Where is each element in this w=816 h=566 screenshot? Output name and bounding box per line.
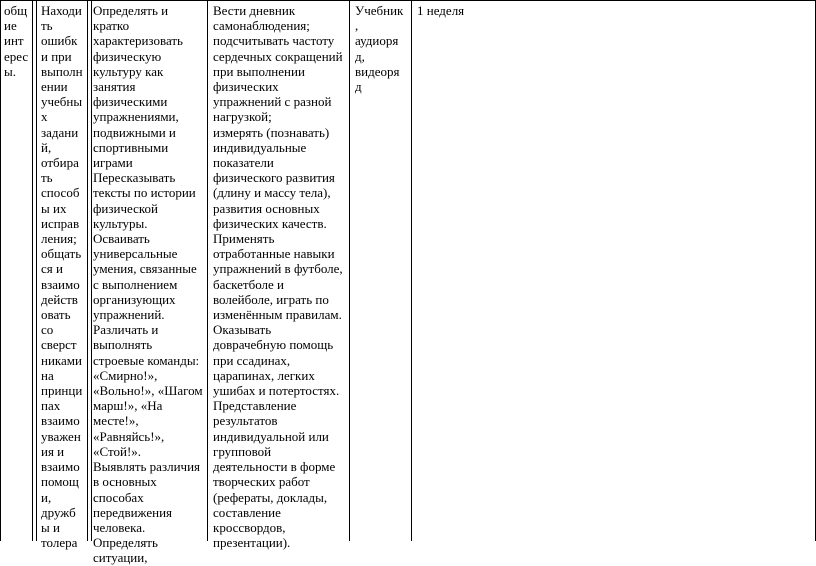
table-cell-col4 (213, 3, 349, 550)
cell-text-line: никами (41, 352, 82, 368)
cell-text-line: й, (41, 139, 52, 155)
cell-text-line: Определять (93, 535, 158, 551)
cell-text-line: сверст (41, 337, 77, 353)
cell-text-line: ы. (4, 63, 16, 79)
cell-text-line: развития основных (213, 200, 320, 216)
cell-text-line: пах (41, 398, 61, 414)
cell-text-line: отработанные навыки (213, 246, 335, 262)
cell-text-line: физических качеств. (213, 215, 327, 231)
cell-text-line: ерес (4, 48, 29, 64)
cell-text-line: составление (213, 504, 281, 520)
cell-text-line: д (355, 79, 362, 95)
cell-text-line: ы их (41, 200, 67, 216)
cell-text-line: изменённым правилам. (213, 307, 342, 323)
cell-text-line: физическую (93, 48, 162, 64)
cell-text-line: физическими (93, 94, 168, 110)
cell-text-line: Представление (213, 398, 297, 414)
cell-text-line: передвижения (93, 504, 173, 520)
table-cell-col1 (4, 3, 32, 79)
cell-text-line: «Стой!». (93, 443, 142, 459)
cell-text-line: Различать и (93, 322, 159, 338)
cell-text-line: волейболе, играть по (213, 291, 329, 307)
cell-text-line: результатов (213, 413, 278, 429)
cell-text-line: «Равняйсь!», (93, 428, 165, 444)
cell-text-line: нагрузкой; (213, 109, 272, 125)
cell-text-line: самонаблюдения; (213, 18, 310, 34)
cell-text-line: ления; (41, 231, 77, 247)
cell-text-line: в основных (93, 474, 157, 490)
cell-text-line: месте!», (93, 413, 139, 429)
cell-text-line: сердечных сокращений (213, 48, 343, 64)
cell-text-line: показатели (213, 155, 274, 171)
cell-text-line: подвижными и (93, 124, 176, 140)
cell-text-line: ении (41, 79, 68, 95)
cell-text-line: Осваивать (93, 231, 150, 247)
cell-text-line: 1 неделя (417, 3, 465, 18)
cell-text-line: (длину и массу тела), (213, 185, 331, 201)
cell-text-line: царапинах, легких (213, 367, 315, 383)
cell-text-line: марш!», «На (93, 398, 163, 414)
cell-text-line: упражнений. (93, 307, 165, 323)
cell-text-line: презентации). (213, 535, 291, 551)
cell-text-line: занятия (93, 79, 136, 95)
cell-text-line: Применять (213, 231, 275, 247)
cell-text-line: играми (93, 155, 133, 171)
cell-text-line: д, (355, 48, 365, 64)
cell-text-line: культуры. (93, 215, 148, 231)
table-cell-col5 (355, 3, 411, 94)
cell-text-line: задани (41, 124, 79, 140)
cell-text-line: ия и (41, 443, 65, 459)
cell-text-line: ть (41, 170, 53, 186)
column-divider-4 (349, 0, 350, 541)
table-cell-col3 (93, 3, 207, 566)
column-divider-5 (411, 0, 412, 541)
cell-text-line: универсальные (93, 246, 178, 262)
cell-text-line: ся и (41, 261, 63, 277)
cell-text-line: характеризовать (93, 33, 183, 49)
table-cell-col2 (41, 3, 87, 550)
cell-text-line: общать (41, 246, 82, 262)
cell-text-line: индивидуальной или (213, 428, 329, 444)
cell-text-line: взаимо (41, 276, 80, 292)
cell-text-line: упражнений с разной (213, 94, 332, 110)
cell-text-line: «Вольно!», «Шагом (93, 383, 203, 399)
cell-text-line: (рефераты, доклады, (213, 489, 328, 505)
cell-text-line: Находи (41, 3, 82, 18)
cell-text-line: спортивными (93, 139, 169, 155)
cell-text-line: кратко (93, 18, 130, 34)
cell-text-line: инт (4, 33, 24, 49)
cell-text-line: ушибах и потертостях. (213, 383, 340, 399)
column-divider-2 (87, 0, 88, 541)
cell-text-line: толера (41, 535, 78, 551)
cell-text-line: аудиоря (355, 33, 399, 49)
cell-text-line: ы и (41, 519, 60, 535)
cell-text-line: взаимо (41, 459, 80, 475)
cell-text-line: , (355, 18, 359, 34)
cell-text-line: «Смирно!», (93, 367, 158, 383)
cell-text-line: деятельности в форме (213, 459, 336, 475)
cell-text-line: измерять (познавать) (213, 124, 330, 140)
cell-text-line: упражнений в футболе, (213, 261, 343, 277)
cell-text-line: ть (41, 18, 53, 34)
cell-text-line: ие (4, 18, 17, 34)
cell-text-line: действ (41, 291, 78, 307)
cell-text-line: упражнениями, (93, 109, 179, 125)
cell-text-line: кроссвордов, (213, 519, 286, 535)
cell-text-line: уважен (41, 428, 81, 444)
cell-text-line: человека. (93, 519, 146, 535)
cell-text-line: исправ (41, 215, 80, 231)
cell-text-line: помощ (41, 474, 79, 490)
cell-text-line: умения, связанные (93, 261, 197, 277)
column-divider-2b (91, 0, 92, 541)
cell-text-line: способах (93, 489, 144, 505)
cell-text-line: видеоря (355, 63, 400, 79)
cell-text-line: способ (41, 185, 80, 201)
cell-text-line: с выполнением (93, 276, 178, 292)
cell-text-line: взаимо (41, 413, 80, 429)
cell-text-line: подсчитывать частоту (213, 33, 335, 49)
cell-text-line: ошибк (41, 33, 78, 49)
cell-text-line: выполн (41, 63, 83, 79)
cell-text-line: х (41, 109, 48, 125)
cell-text-line: при ссадинах, (213, 352, 291, 368)
cell-text-line: при выполнении (213, 63, 305, 79)
cell-text-line: принци (41, 383, 83, 399)
column-divider-3 (207, 0, 208, 541)
cell-text-line: и, (41, 489, 52, 505)
cell-text-line: Пересказывать (93, 170, 176, 186)
cell-text-line: тексты по истории (93, 185, 196, 201)
cell-text-line: баскетболе и (213, 276, 285, 292)
cell-text-line: учебны (41, 94, 83, 110)
cell-text-line: доврачебную помощь (213, 337, 334, 353)
cell-text-line: физической (93, 200, 158, 216)
cell-text-line: строевые команды: (93, 352, 200, 368)
cell-text-line: Определять и (93, 3, 169, 18)
cell-text-line: Выявлять различия (93, 459, 201, 475)
cell-text-line: индивидуальные (213, 139, 307, 155)
cell-text-line: ситуации, (93, 550, 148, 566)
cell-text-line: физического развития (213, 170, 335, 186)
column-divider-1 (32, 0, 33, 541)
cell-text-line: общ (4, 3, 28, 18)
cell-text-line: отбира (41, 155, 79, 171)
cell-text-line: дружб (41, 504, 76, 520)
cell-text-line: Учебник (355, 3, 404, 18)
cell-text-line: со (41, 322, 54, 338)
column-divider-1b (36, 0, 37, 541)
cell-text-line: творческих работ (213, 474, 310, 490)
cell-text-line: Оказывать (213, 322, 272, 338)
cell-text-line: выполнять (93, 337, 153, 353)
table-cell-col6 (417, 3, 537, 18)
cell-text-line: физических (213, 79, 279, 95)
cell-text-line: групповой (213, 443, 272, 459)
cell-text-line: и при (41, 48, 72, 64)
cell-text-line: овать (41, 307, 71, 323)
table-border-left (0, 0, 1, 541)
cell-text-line: культуру как (93, 63, 164, 79)
cell-text-line: на (41, 367, 54, 383)
cell-text-line: Вести дневник (213, 3, 296, 18)
cell-text-line: организующих (93, 291, 176, 307)
table-top-border (0, 0, 816, 1)
